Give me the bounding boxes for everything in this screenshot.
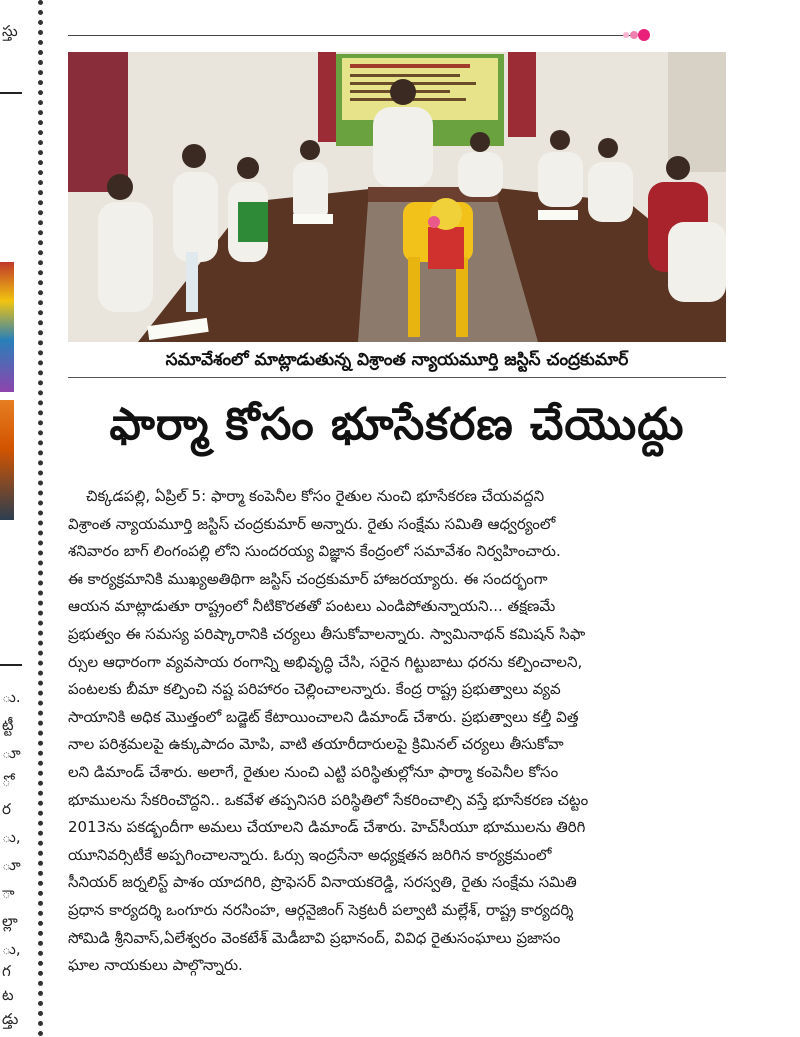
adjacent-text: ట — [2, 986, 14, 1004]
adjacent-text: గ — [2, 962, 11, 980]
adjacent-text: స్తు — [2, 22, 18, 40]
adjacent-rule — [0, 92, 22, 94]
article-photo — [68, 52, 726, 342]
caption-rule — [68, 377, 726, 378]
body-line: సాయానికి అధిక మొత్తంలో బడ్జెట్ కేటాయించాలని డిమాండ్ చేశారు. ప్రభుత్వాలు కల్తీ విత్త — [68, 707, 579, 726]
adjacent-text: డ్తు — [2, 1010, 19, 1028]
adjacent-text: ల్లా — [2, 912, 18, 930]
adjacent-column — [0, 0, 30, 1037]
body-line: ప్రభుత్వం ఈ సమస్య పరిష్కారానికి చర్యలు తీసుకోవాలన్నారు. స్వామినాథన్ కమిషన్ సిఫా — [68, 624, 586, 643]
body-line: శనివారం బాగ్ లింగంపల్లి లోని సుందరయ్య విజ్ఞాన కేంద్రంలో సమావేశం నిర్వహించారు. — [68, 542, 561, 561]
adjacent-ad-image — [0, 400, 14, 520]
adjacent-text: ర — [2, 800, 11, 818]
adjacent-ad-image — [0, 262, 14, 392]
adjacent-text: ు, — [2, 828, 21, 846]
column-separator — [38, 0, 43, 1037]
decorative-dots — [618, 28, 658, 42]
photo-caption: సమావేశంలో మాట్లాడుతున్న విశ్రాంత న్యాయమూర్తి జస్టిస్ చంద్రకుమార్ — [165, 350, 629, 370]
adjacent-text: ా — [2, 884, 15, 902]
body-line: ఈ కార్యక్రమానికి ముఖ్యఅతిథిగా జస్టిస్ చంద్రకుమార్ హాజరయ్యారు. ఈ సందర్భంగా — [68, 569, 548, 588]
body-line: 2013ను పకడ్బందీగా అమలు చేయాలని డిమాండ్ చేశారు. హెచ్‌సీయూ భూములను తిరిగి — [68, 818, 586, 837]
body-line: ర్సుల ఆధారంగా వ్యవసాయ రంగాన్ని అభివృద్ధి చేసి, సరైన గిట్టుబాటు ధరను కల్పించాలని, — [68, 652, 583, 671]
body-line: పంటలకు బీమా కల్పించి నష్ట పరిహారం చెల్లించాలన్నారు. కేంద్ర రాష్ట్ర ప్రభుత్వాలు వ్యవ — [68, 680, 561, 699]
body-line: ప్రధాన కార్యదర్శి ఒంగూరు నరసింహ, ఆర్గనైజింగ్ సెక్రటరీ పల్వాటి మల్లేశ్, రాష్ట్ర కార్యదర్శి — [68, 900, 574, 919]
adjacent-text: ు. — [2, 688, 21, 706]
body-line: ఆయన మాట్లాడుతూ రాష్ట్రంలో నీటికొరతతో పంటలు ఎండిపోతున్నాయని... తక్షణమే — [68, 597, 556, 616]
body-line: యూనివర్సిటీకే అప్పగించాలన్నారు. ఓర్సు ఇంద్రసేనా అధ్యక్షతన జరిగిన కార్యక్రమంలో — [68, 845, 552, 864]
adjacent-text: ు, — [2, 940, 21, 958]
adjacent-rule — [0, 664, 22, 666]
body-line: విశ్రాంత న్యాయమూర్తి జస్టిస్ చంద్రకుమార్ అన్నారు. రైతు సంక్షేమ సమితి ఆధ్వర్యంలో — [68, 514, 556, 533]
adjacent-text: ట్టీ — [2, 716, 14, 734]
body-line: నాల పరిశ్రమలపై ఉక్కుపాదం మోపి, వాటి తయారీదారులపై క్రిమినల్ చర్యలు తీసుకోవా — [68, 735, 564, 754]
body-line: చిక్కడపల్లి, ఏప్రిల్ 5: ఫార్మా కంపెనీల కోసం రైతుల నుంచి భూసేకరణ చేయవద్దని — [86, 487, 545, 505]
body-line: లని డిమాండ్ చేశారు. అలాగే, రైతుల నుంచి ఎట్టి పరిస్థితుల్లోనూ ఫార్మా కంపెనీల కోసం — [68, 762, 559, 781]
section-rule — [68, 35, 633, 36]
article-headline: ఫార్మా కోసం భూసేకరణ చేయొద్దు — [109, 399, 685, 450]
body-line: సీనియర్ జర్నలిస్ట్ పాశం యాదగిరి, ప్రొఫెసర్ వినాయకరెడ్డి, సరస్వతి, రైతు సంక్షేమ సమితి — [68, 873, 577, 892]
body-line: భూములను సేకరించొద్దని.. ఒకవేళ తప్పనిసరి పరిస్థితిలో సేకరించాల్సి వస్తే భూసేకరణ చట్టం — [68, 790, 589, 809]
adjacent-text: ూ — [2, 744, 21, 762]
adjacent-text: ూ — [2, 856, 21, 874]
adjacent-text: ో — [2, 772, 11, 790]
body-line: ఘాల నాయకులు పాల్గొన్నారు. — [68, 956, 243, 975]
article-body — [68, 483, 726, 980]
body-line: సోమిడి శ్రీనివాస్,ఏలేశ్వరం వెంకటేశ్ మెడీబావి ప్రభానంద్, వివిధ రైతుసంఘాలు ప్రజాసం — [68, 928, 561, 947]
